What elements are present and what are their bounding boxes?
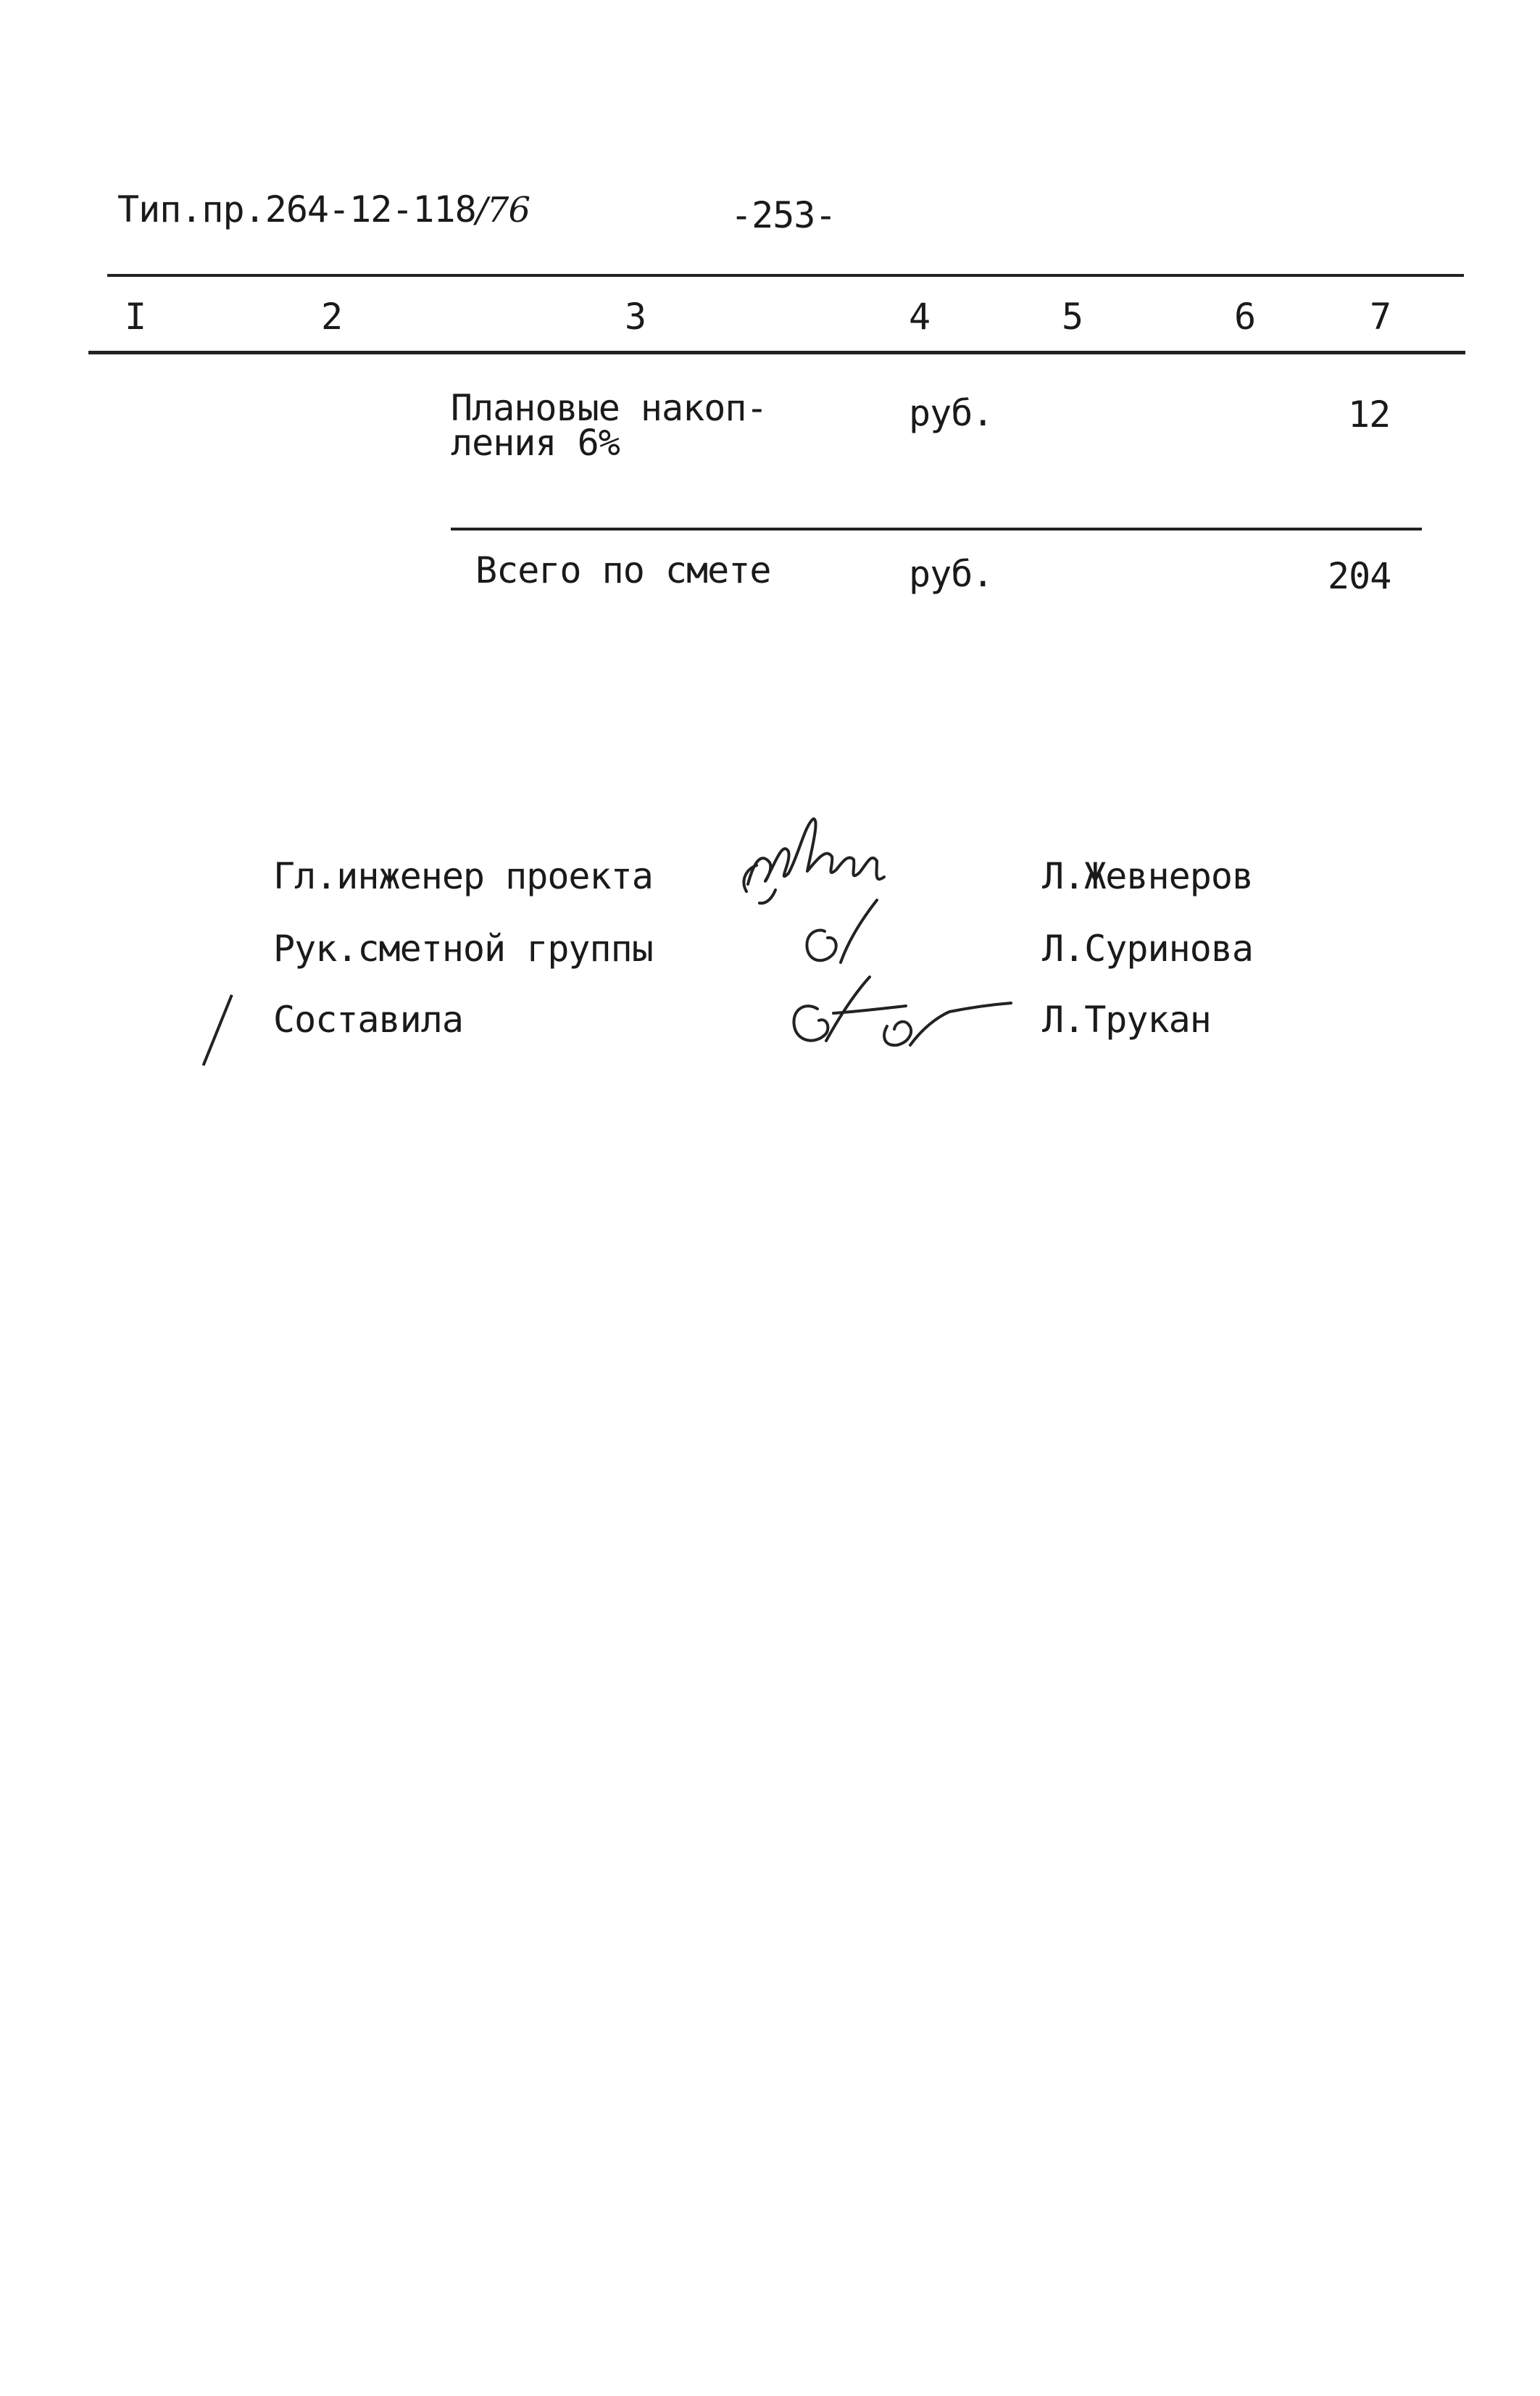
total-rule	[451, 528, 1422, 531]
table-row-value: 12	[1348, 394, 1391, 436]
column-header-3: 3	[625, 296, 646, 338]
column-header-1: I	[125, 296, 146, 338]
document-code	[117, 190, 530, 230]
column-header-7: 7	[1370, 296, 1391, 338]
signature-2-scribble	[807, 900, 877, 962]
table-row-unit: руб.	[909, 392, 994, 434]
total-description: Всего по смете	[475, 549, 771, 591]
signature-name-compiler: Л.Трукан	[1042, 999, 1211, 1041]
signature-3-scribble	[794, 977, 1011, 1045]
column-header-6: 6	[1234, 296, 1256, 338]
table-row-description: Плановые накоп- ления 6%	[451, 387, 767, 464]
column-header-4: 4	[909, 296, 931, 338]
total-value: 204	[1328, 555, 1391, 597]
signature-name-estimate-lead: Л.Суринова	[1042, 928, 1254, 970]
signature-name-chief-engineer: Л.Жевнеров	[1042, 855, 1254, 897]
document-code-handwritten: /76	[475, 190, 530, 230]
column-header-5: 5	[1062, 296, 1083, 338]
column-header-2: 2	[321, 296, 343, 338]
table-header-rule	[88, 351, 1465, 354]
signature-1-scribble	[748, 819, 884, 884]
handwritten-signatures	[732, 812, 1022, 1080]
signature-role-compiler: Составила	[273, 999, 463, 1041]
signature-role-estimate-lead: Рук.сметной группы	[273, 928, 653, 970]
handwritten-slash-mark	[202, 994, 233, 1066]
signature-role-chief-engineer: Гл.инженер проекта	[273, 855, 653, 897]
table-top-rule	[107, 274, 1464, 277]
total-unit: руб.	[909, 553, 994, 595]
page-number: -253-	[731, 194, 836, 236]
document-code-typed: Тип.пр.264-12-118	[117, 188, 476, 230]
